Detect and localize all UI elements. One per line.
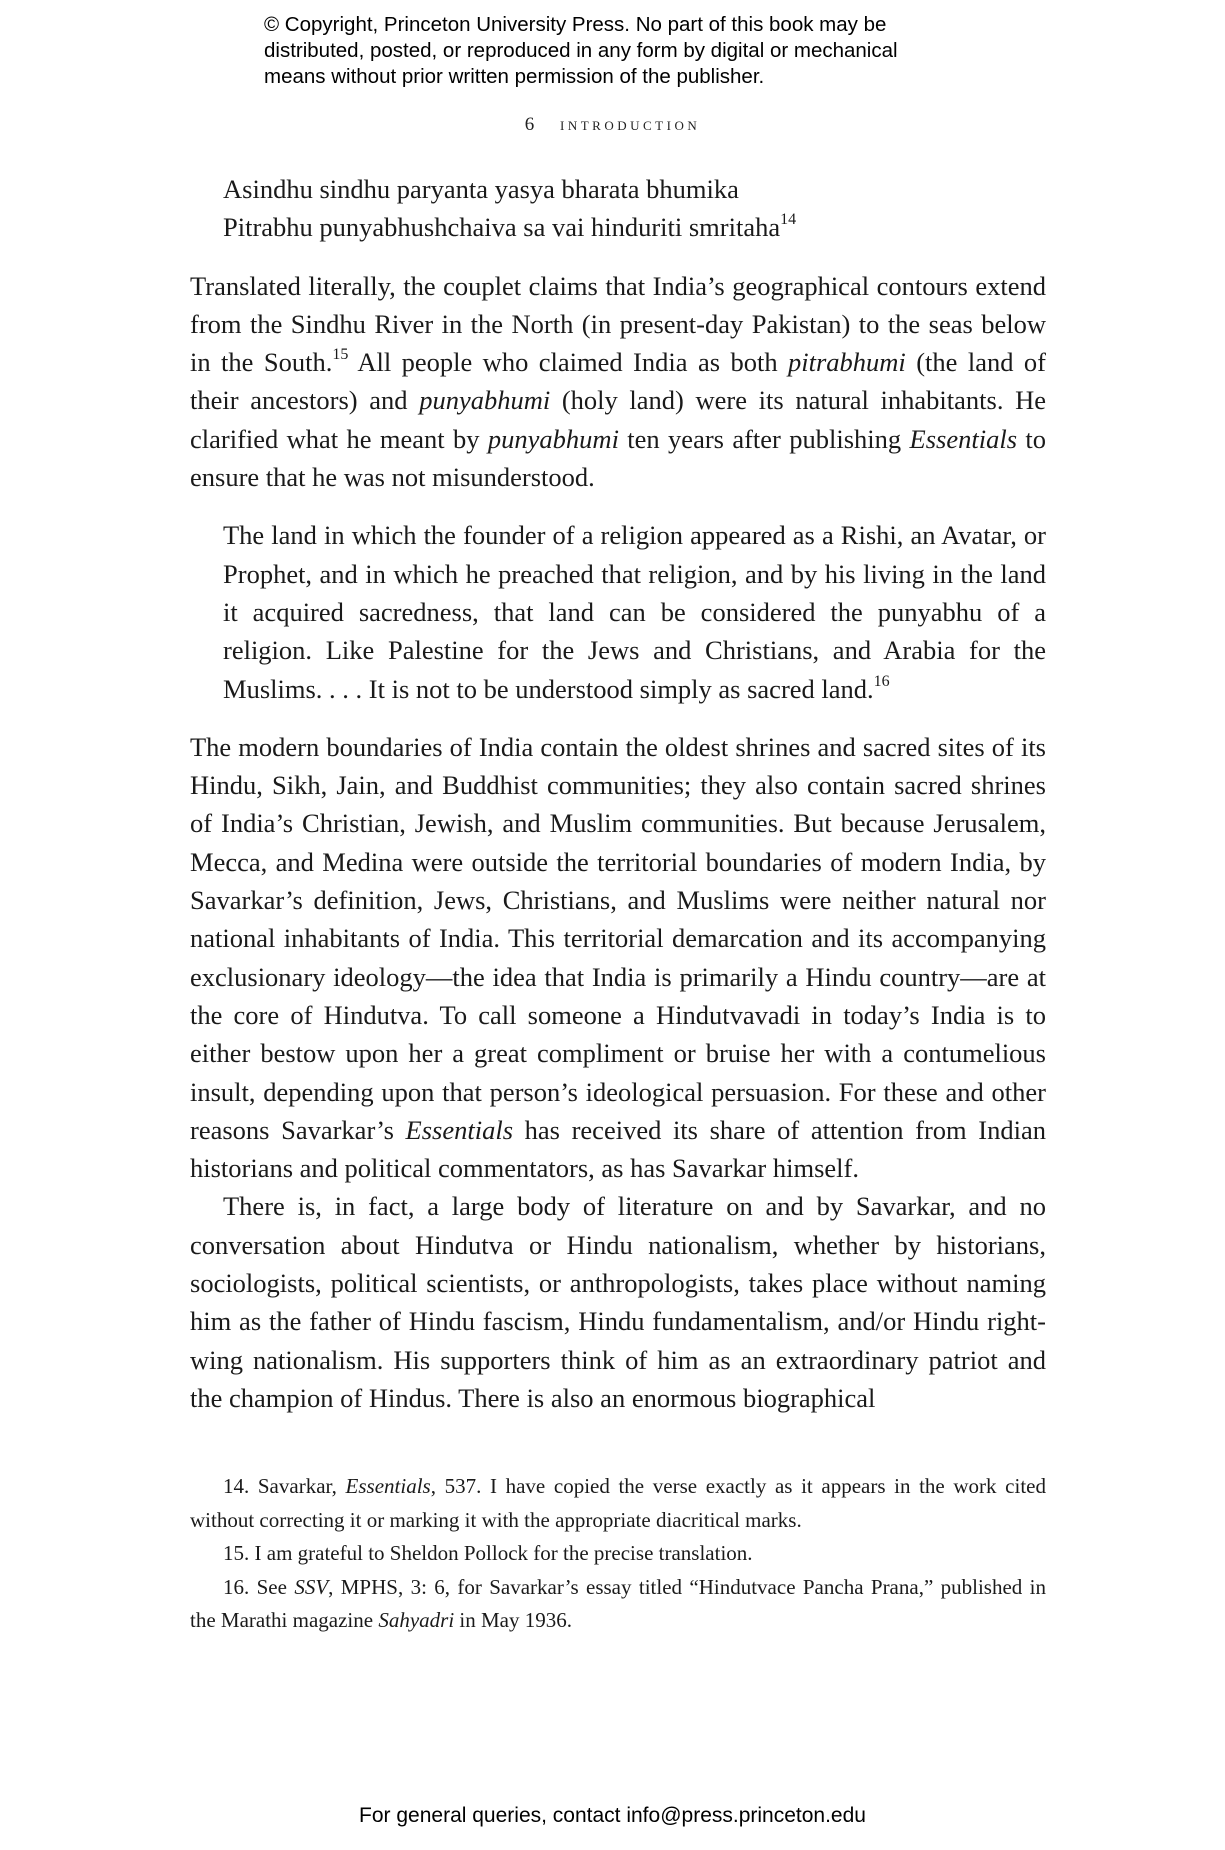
footer-contact: For general queries, contact info@press.princeton.edu [359, 1804, 866, 1827]
paragraph: There is, in fact, a large body of literature on and by Savarkar, and no conversation about Hindutva or Hindu nationalism, whether by historians, sociologists, political scientists, or anthropologists, takes place without naming him as the father of Hindu fascism, Hindu fundamentalism, and/or Hindu right-wing nationalism. His supporters think of him as an extraordinary patriot and the champion of Hindus. There is also an enormous biographical [190, 1191, 1046, 1413]
copyright-line: distributed, posted, or reproduced in any form by digital or mechanical [264, 39, 898, 62]
footnote-ref: 15 [332, 346, 349, 364]
copyright-line: © Copyright, Princeton University Press. No part of this book may be [264, 13, 887, 36]
footnotes [190, 1470, 1046, 1638]
verse-line: Asindhu sindhu paryanta yasya bharata bhumika [223, 174, 739, 204]
block-quote: The land in which the founder of a religion appeared as a Rishi, an Avatar, or Prophet, and in which he preached that religion, and by his living in the land it acquired sacredness, that land can be considered the punyabhu of a religion. Like Palestine for the Jews and Christians, and Arabia for the Muslims. . . . It is not to be understood simply as sacred land.$^{16}$ [223, 520, 1046, 704]
paragraph: The modern boundaries of India contain the oldest shrines and sacred sites of its Hindu, Sikh, Jain, and Buddhist communities; they also contain sacred shrines of India’s Christian, Jewish, and Muslim communities. But because Jerusalem, Mecca, and Medina were outside the territorial boundaries of modern India, by Savarkar’s definition, Jews, Christians, and Muslims were neither natural nor national inhabitants of India. This territorial demarcation and its accompanying exclusionary ideology—the idea that India is primarily a Hindu country—are at the core of Hindutva. To call someone a Hindutvavadi in today’s India is to either bestow upon her a great compliment or bruise her with a contumelious insult, depending upon that person’s ideological persuasion. For these and other reasons Savarkar’s Essentials has received its share of attention from Indian historians and political commentators, as has Savarkar himself. [190, 731, 1046, 1184]
footnote-16: 16. See SSV, MPHS, 3: 6, for Savarkar’s essay titled “Hindutvace Pancha Prana,” published in the Marathi magazine Sahyadri in May 1936. [190, 1574, 1047, 1632]
copyright-notice [264, 12, 964, 90]
verse-line: Pitrabhu punyabhushchaiva sa vai hinduriti smritaha$^{14}$ [223, 211, 797, 243]
footnote-ref: 14 [780, 211, 797, 229]
page-number: 6 [524, 114, 535, 135]
verse-quote [223, 170, 1046, 247]
copyright-line: means without prior written permission of the publisher. [264, 65, 765, 88]
running-head [0, 114, 1225, 136]
footnote-14: 14. Savarkar, Essentials, 537. I have copied the verse exactly as it appears in the work cited without correcting it or marking it with the appropriate diacritical marks. [190, 1474, 1046, 1532]
chapter-title: introduction [560, 114, 701, 135]
paragraph: Translated literally, the couplet claims that India’s geographical contours extend from the Sindhu River in the North (in present-day Pakistan) to the seas below in the South.$^{15}$ All people who claimed India as both pitrabhumi (the land of their ancestors) and punyabhumi (holy land) were its natural inhabitants. He clarified what he meant by punyabhumi ten years after publishing Essentials to ensure that he was not misunderstood. [190, 270, 1047, 493]
footnote-ref: 16 [873, 672, 890, 690]
footnote-15: 15. I am grateful to Sheldon Pollock for the precise translation. [223, 1541, 753, 1565]
body-text [190, 170, 1046, 1417]
